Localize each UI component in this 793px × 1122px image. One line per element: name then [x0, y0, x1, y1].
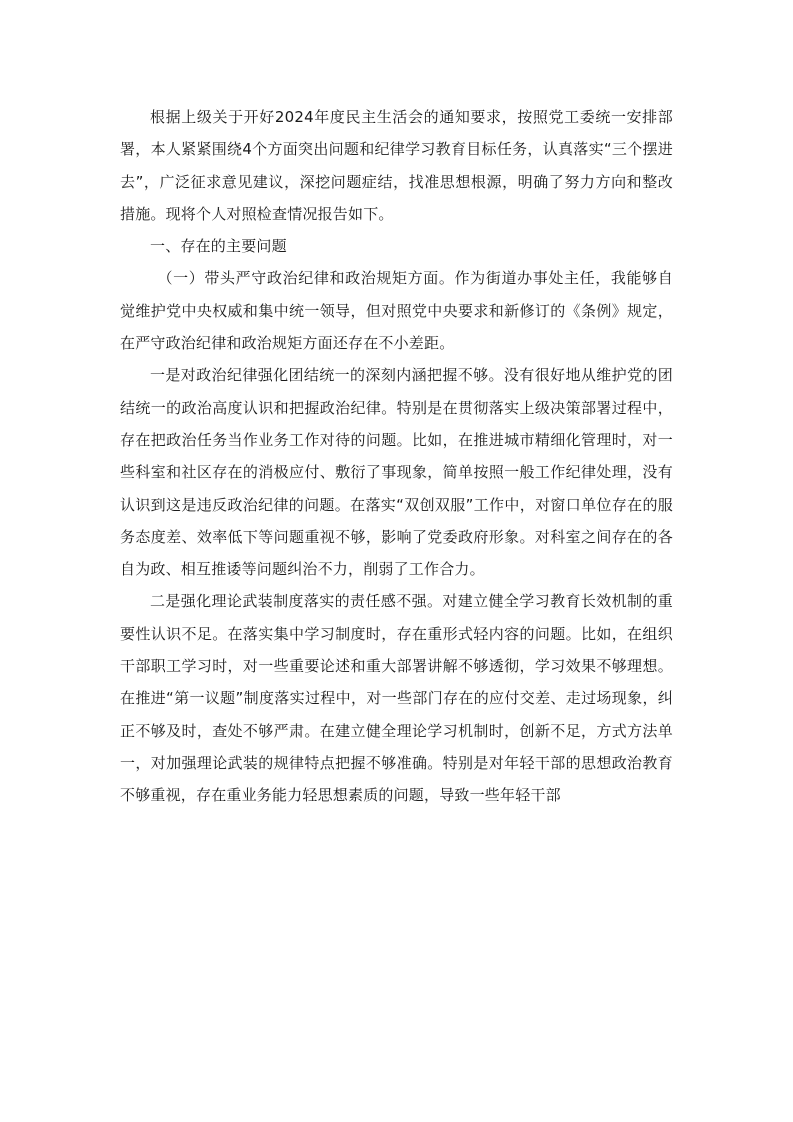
body-paragraph-1: 一是对政治纪律强化团结统一的深刻内涵把握不够。没有很好地从维护党的团结统一的政治高度认识和把握政治纪律。特别是在贯彻落实上级决策部署过程中，存在把政治任务当作业务工作对待的问题。比如，在推进城市精细化管理时，对一些科室和社区存在的消极应付、敷衍了事现象，简单按照一般工作纪律处理，没有认识到这是违反政治纪律的问题。在落实“双创双服”工作中，对窗口单位存在的服务态度差、效率低下等问题重视不够，影响了党委政府形象。对科室之间存在的各自为政、相互推诿等问题纠治不力，削弱了工作合力。 — [120, 366, 673, 579]
section-heading: 一、存在的主要问题 — [150, 237, 287, 256]
document-body — [120, 101, 673, 812]
intro-paragraph: 根据上级关于开好2024年度民主生活会的通知要求，按照党工委统一安排部署，本人紧紧围绕4个方面突出问题和纪律学习教育目标任务，认真落实“三个摆进去”，广泛征求意见建议，深挖问题症结，找准思想根源，明确了努力方向和整改措施。现将个人对照检查情况报告如下。 — [120, 108, 673, 223]
subsection-paragraph: （一）带头严守政治纪律和政治规矩方面。作为街道办事处主任，我能够自觉维护党中央权威和集中统一领导，但对照党中央要求和新修订的《条例》规定，在严守政治纪律和政治规矩方面还存在不小差距。 — [120, 269, 673, 353]
body-paragraph-2: 二是强化理论武装制度落实的责任感不强。对建立健全学习教育长效机制的重要性认识不足。在落实集中学习制度时，存在重形式轻内容的问题。比如，在组织干部职工学习时，对一些重要论述和重大部署讲解不够透彻，学习效果不够理想。在推进“第一议题”制度落实过程中，对一些部门存在的应付交差、走过场现象，纠正不够及时，查处不够严肃。在建立健全理论学习机制时，创新不足，方式方法单一，对加强理论武装的规律特点把握不够准确。特别是对年轻干部的思想政治教育不够重视，存在重业务能力轻思想素质的问题，导致一些年轻干部 — [120, 592, 673, 805]
